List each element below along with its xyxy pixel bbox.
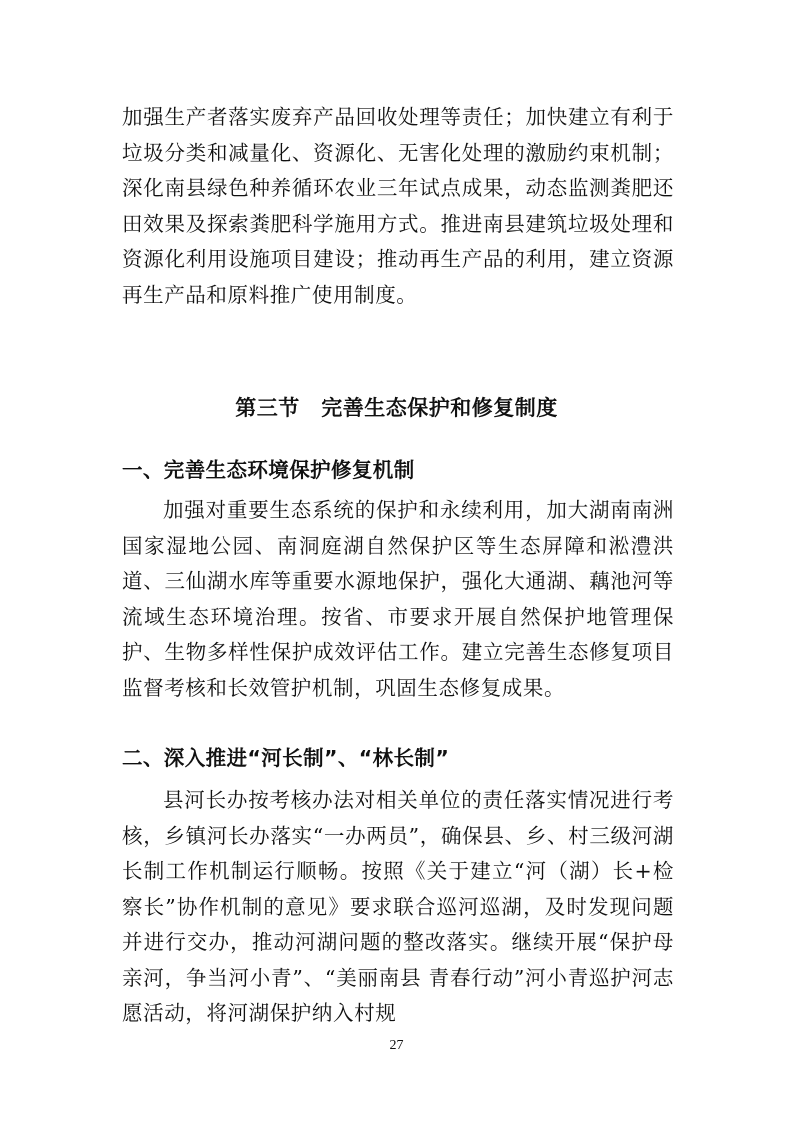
subsection-heading: 二、深入推进“河长制”、“林长制” [122, 746, 450, 770]
page-number: 27 [389, 1038, 404, 1053]
body-paragraph: 县河长办按考核办法对相关单位的责任落实情况进行考核，乡镇河长办落实“一办两员”，确保县、乡、村三级河湖长制工作机制运行顺畅。按照《关于建立“河（湖）长+检察长”协作机制的意见》要求联合巡河巡湖，及时发现问题并进行交办，推动河湖问题的整改落实。继续开展“保护母亲河，争当河小青”、“美丽南县 青春行动”河小青巡护河志愿活动，将河湖保护纳入村规 [122, 788, 674, 1025]
body-paragraph: 加强对重要生态系统的保护和永续利用，加大湖南南洲国家湿地公园、南洞庭湖自然保护区等生态屏障和淞澧洪道、三仙湖水库等重要水源地保护，强化大通湖、藕池河等流域生态环境治理。按省、市要求开展自然保护地管理保护、生物多样性保护成效评估工作。建立完善生态修复项目监督考核和长效管护机制，巩固生态修复成果。 [122, 498, 674, 700]
section-title: 第三节 完善生态保护和修复制度 [235, 396, 558, 420]
body-paragraph: 加强生产者落实废弃产品回收处理等责任；加快建立有利于垃圾分类和减量化、资源化、无害化处理的激励约束机制；深化南县绿色种养循环农业三年试点成果，动态监测粪肥还田效果及探索粪肥科学施用方式。推进南县建筑垃圾处理和资源化利用设施项目建设；推动再生产品的利用，建立资源再生产品和原料推广使用制度。 [122, 105, 674, 307]
subsection-heading: 一、完善生态环境保护修复机制 [122, 458, 415, 482]
